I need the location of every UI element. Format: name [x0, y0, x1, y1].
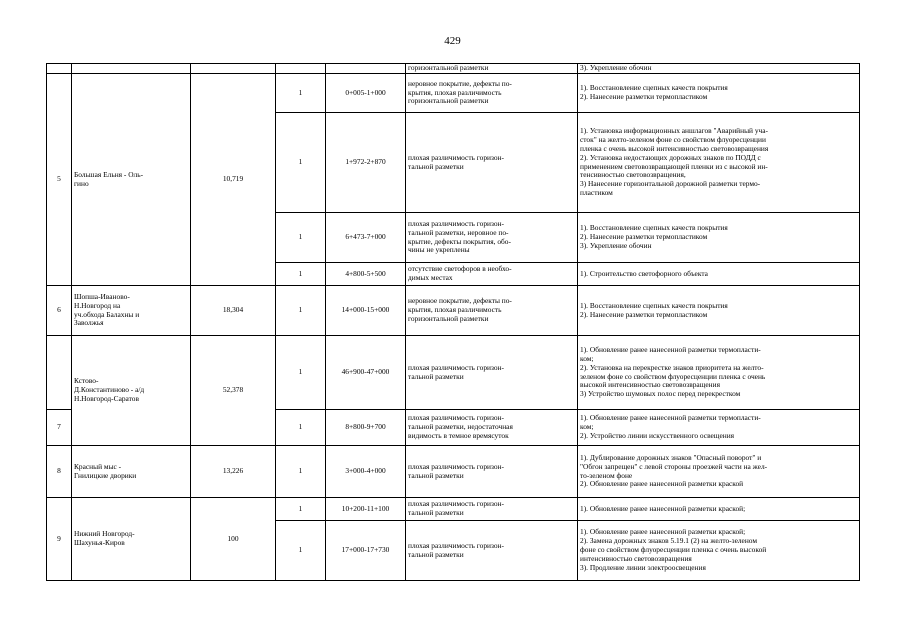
quantity-cell: 1: [276, 74, 326, 113]
quantity-cell: 1: [276, 263, 326, 286]
quantity-cell: 1: [276, 113, 326, 213]
table-row: [47, 446, 860, 498]
length-cell: 52,378: [191, 336, 276, 446]
table-row: [47, 286, 860, 336]
cell-empty: [326, 64, 406, 74]
defect-cell: плохая различимость горизон- тальной разметки, недостаточная видимость в темное времясуток: [406, 410, 578, 446]
quantity-cell: 1: [276, 336, 326, 410]
quantity-cell: 1: [276, 446, 326, 498]
table-row: [47, 64, 860, 74]
km-range-cell: 6+473-7+000: [326, 213, 406, 263]
cell-empty: [72, 64, 191, 74]
measures-cell: 1). Строительство светофорного объекта: [578, 263, 860, 286]
road-name-cell: Кстово- Д.Константиново - а/д Н.Новгород-Саратов: [72, 336, 191, 446]
km-range-cell: 17+000-17+730: [326, 521, 406, 581]
defect-cell: неровное покрытие, дефекты по- крытия, плохая различимость горизонтальной разметки: [406, 74, 578, 113]
measures-cell: 1). Восстановление сцепных качеств покрытия 2). Нанесение разметки термопластиком 3). Укрепление обочин: [578, 213, 860, 263]
km-range-cell: 3+000-4+000: [326, 446, 406, 498]
cell-empty: [191, 64, 276, 74]
measures-cell: 1). Восстановление сцепных качеств покрытия 2). Нанесение разметки термопластиком: [578, 286, 860, 336]
km-range-cell: 14+000-15+000: [326, 286, 406, 336]
row-number-cell: 9: [47, 498, 72, 581]
defect-cell: плохая различимость горизон- тальной разметки: [406, 521, 578, 581]
length-cell: 13,226: [191, 446, 276, 498]
row-number-cell: 7: [47, 410, 72, 446]
table-row: [47, 74, 860, 113]
length-cell: 10,719: [191, 74, 276, 286]
km-range-cell: 10+200-11+100: [326, 498, 406, 521]
measures-cell: 1). Обновление ранее нанесенной разметки термопласти- ком; 2). Установка на перекрестке знаков приоритета на желто- зеленом фоне со свойством флуоресценции пленка с очень высокой интенсивностью световозвращения 3) Устройство шумовых полос перед перекрестком: [578, 336, 860, 410]
defect-cell: отсутствие светофоров в необхо- димых местах: [406, 263, 578, 286]
road-defects-table: [46, 63, 860, 581]
row-number-cell: 8: [47, 446, 72, 498]
row-number-cell: 5: [47, 74, 72, 286]
measures-cell: 1). Обновление ранее нанесенной разметки краской;: [578, 498, 860, 521]
quantity-cell: 1: [276, 286, 326, 336]
defect-cell: плохая различимость горизон- тальной разметки: [406, 446, 578, 498]
km-range-cell: 46+900-47+000: [326, 336, 406, 410]
road-name-cell: Нижний Новгород- Шахунья-Киров: [72, 498, 191, 581]
measures-cell: 1). Обновление ранее нанесенной разметки термопласти- ком; 2). Устройство линии искусственного освещения: [578, 410, 860, 446]
measures-cell: 1). Установка информационных аншлагов "Аварийный уча- сток" на желто-зеленом фоне со свойством флуоресценции пленка с очень высокой интенсивностью световозвращения 2). Установка недостающих дорожных знаков по ПОДД с применением световозвращающей пленки из с высокой ин- тенсивностью световозвращения, 3) Нанесение горизонтальной дорожной разметки термо- пластиком: [578, 113, 860, 213]
defect-cell: плохая различимость горизон- тальной разметки: [406, 498, 578, 521]
length-cell: 18,304: [191, 286, 276, 336]
defect-cell: неровное покрытие, дефекты по- крытия, плохая различимость горизонтальной разметки: [406, 286, 578, 336]
defect-cell: плохая различимость горизон- тальной разметки: [406, 113, 578, 213]
defect-cell: плохая различимость горизон- тальной разметки, неровное по- крытие, дефекты покрытия, обо- чины не укреплены: [406, 213, 578, 263]
quantity-cell: 1: [276, 498, 326, 521]
length-cell: 100: [191, 498, 276, 581]
km-range-cell: 4+800-5+500: [326, 263, 406, 286]
measures-cell: 1). Восстановление сцепных качеств покрытия 2). Нанесение разметки термопластиком: [578, 74, 860, 113]
cell-empty: [47, 336, 72, 410]
cell-empty: [47, 64, 72, 74]
measures-cell: 1). Обновление ранее нанесенной разметки краской; 2). Замена дорожных знаков 5.19.1 (2) на желто-зеленом фоне со свойством флуоресценции пленка с очень высокой интенсивностью световозвращения 3). Продление линии электроосвещения: [578, 521, 860, 581]
measures-cell: 1). Дублирование дорожных знаков "Опасный поворот" и "Обгон запрещен" с левой стороны проезжей части на жел- то-зеленом фоне 2). Обновление ранее нанесенной разметки краской: [578, 446, 860, 498]
quantity-cell: 1: [276, 521, 326, 581]
km-range-cell: 0+005-1+000: [326, 74, 406, 113]
defect-cell: плохая различимость горизон- тальной разметки: [406, 336, 578, 410]
km-range-cell: 8+800-9+700: [326, 410, 406, 446]
measures-cell: 3). Укрепление обочин: [578, 64, 860, 74]
defect-cell: горизонтальной разметки: [406, 64, 578, 74]
quantity-cell: 1: [276, 410, 326, 446]
cell-empty: [276, 64, 326, 74]
table-row: [47, 336, 860, 410]
quantity-cell: 1: [276, 213, 326, 263]
km-range-cell: 1+972-2+870: [326, 113, 406, 213]
row-number-cell: 6: [47, 286, 72, 336]
road-name-cell: Большая Ельня - Оль- гино: [72, 74, 191, 286]
page-number: 429: [444, 35, 461, 47]
road-name-cell: Красный мыс - Гнилицкие дворики: [72, 446, 191, 498]
table-row: [47, 498, 860, 521]
road-name-cell: Шопша-Иваново- Н.Новгород на уч.обхода Балахны и Заволжья: [72, 286, 191, 336]
